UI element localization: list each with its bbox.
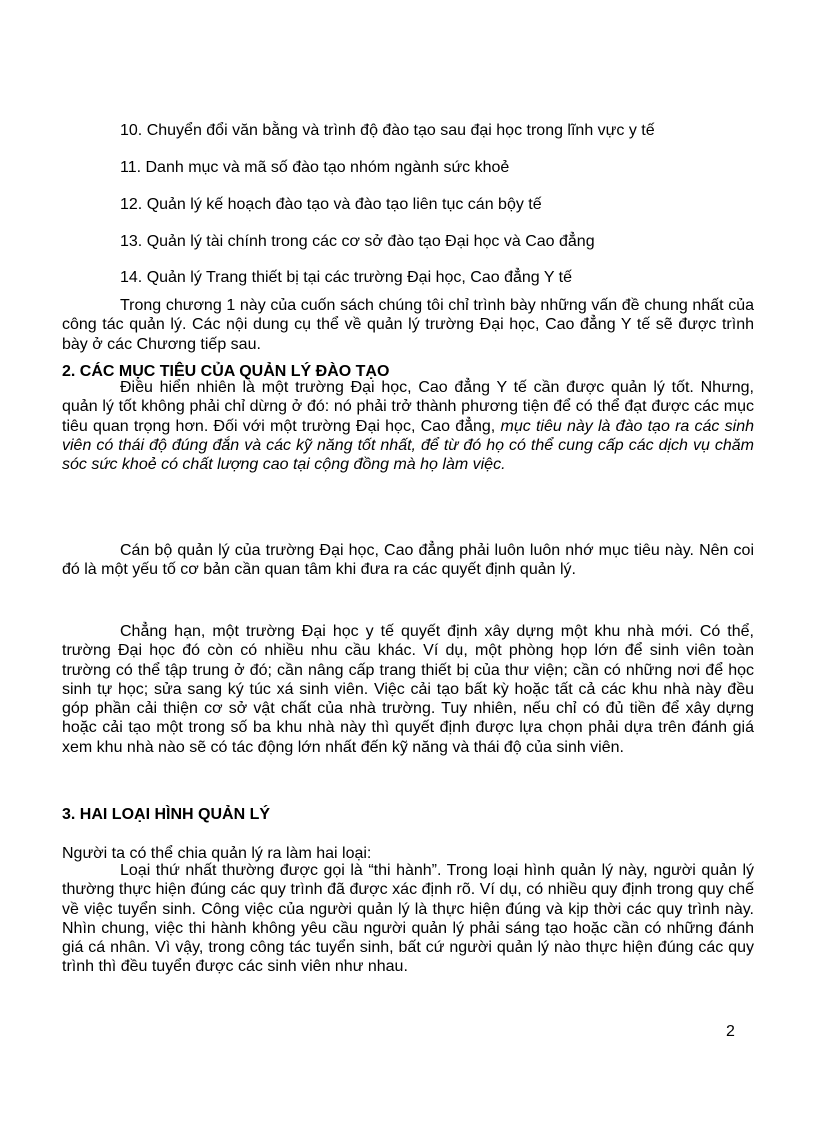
section-2-paragraph-2: Cán bộ quản lý của trường Đại học, Cao đẳng phải luôn luôn nhớ mục tiêu này. Nên coi đó là một yếu tố cơ bản cần quan tâm khi đưa ra các quyết định quản lý. <box>62 542 754 579</box>
section-2-paragraph-1: Điều hiển nhiên là một trường Đại học, Cao đẳng Y tế cần được quản lý tốt. Nhưng, quản lý tốt không phải chỉ dừng ở đó: nó phải trở thành phương tiện để có thể đạt được các mục tiêu quan trọng hơn. Đối với một trường Đại học, Cao đẳng, mục tiêu này là đào tạo ra các sinh viên có thái độ đúng đắn và các kỹ năng tốt nhất, để từ đó họ có thể cung cấp các dịch vụ chăm sóc sức khoẻ có chất lượng cao tại cộng đồng mà họ làm việc. <box>62 379 755 474</box>
section-3-heading: 3. HAI LOẠI HÌNH QUẢN LÝ <box>62 806 271 823</box>
list-item: 14. Quản lý Trang thiết bị tại các trường Đại học, Cao đẳng Y tế <box>120 269 572 286</box>
section-2-paragraph-3: Chẳng hạn, một trường Đại học y tế quyết định xây dựng một khu nhà mới. Có thể, trường Đại học đó còn có nhiều nhu cầu khác. Ví dụ, một phòng họp lớn để sinh viên toàn trường có thể tập trung ở đó; cần nâng cấp trang thiết bị của thư viện; cần có những nơi để học sinh tự học; sửa sang ký túc xá sinh viên. Việc cải tạo bất kỳ hoặc tất cả các khu nhà này đều góp phần cải thiện cơ sở vật chất của nhà trường. Tuy nhiên, nếu chỉ có đủ tiền để xây dựng hoặc cải tạo một trong số ba khu nhà này thì quyết định được lựa chọn phải dựa trên đánh giá xem khu nhà nào sẽ có tác động lớn nhất đến kỹ năng và thái độ của sinh viên. <box>62 623 754 756</box>
section-3-paragraph-1: Loại thứ nhất thường được gọi là “thi hành”. Trong loại hình quản lý này, người quản lý thường thực hiện đúng các quy trình đã được xác định rõ. Ví dụ, có nhiều quy định trong quy chế về việc tuyển sinh. Công việc của người quản lý là thực hiện đúng và kịp thời các quy trình này. Nhìn chung, việc thi hành không yêu cầu người quản lý phải sáng tạo hoặc cần có những đánh giá cá nhân. Vì vậy, trong công tác tuyển sinh, bất cứ người quản lý nào thực hiện đúng các quy trình thì đều tuyển được các sinh viên như nhau. <box>62 862 754 976</box>
section-3-lead: Người ta có thể chia quản lý ra làm hai loại: <box>62 845 372 862</box>
intro-paragraph: Trong chương 1 này của cuốn sách chúng tôi chỉ trình bày những vấn đề chung nhất của công tác quản lý. Các nội dung cụ thể về quản lý trường Đại học, Cao đẳng Y tế sẽ được trình bày ở các Chương tiếp sau. <box>62 297 754 353</box>
list-item: 13. Quản lý tài chính trong các cơ sở đào tạo Đại học và Cao đẳng <box>120 233 595 250</box>
goal-statement: mục tiêu này là đào tạo ra các sinh viên có thái độ đúng đắn và các kỹ năng tốt nhất, để từ đó họ có thể cung cấp các dịch vụ chăm sóc sức khoẻ có chất lượng cao tại cộng đồng mà họ làm việc. <box>62 417 755 474</box>
list-item: 10. Chuyển đổi văn bằng và trình độ đào tạo sau đại học trong lĩnh vực y tế <box>120 122 655 139</box>
list-item: 12. Quản lý kế hoạch đào tạo và đào tạo liên tục cán bộy tế <box>120 196 542 213</box>
section-2-heading: 2. CÁC MỤC TIÊU CỦA QUẢN LÝ ĐÀO TẠO <box>62 363 390 380</box>
page-number: 2 <box>726 1023 735 1040</box>
list-item: 11. Danh mục và mã số đào tạo nhóm ngành sức khoẻ <box>120 159 510 176</box>
